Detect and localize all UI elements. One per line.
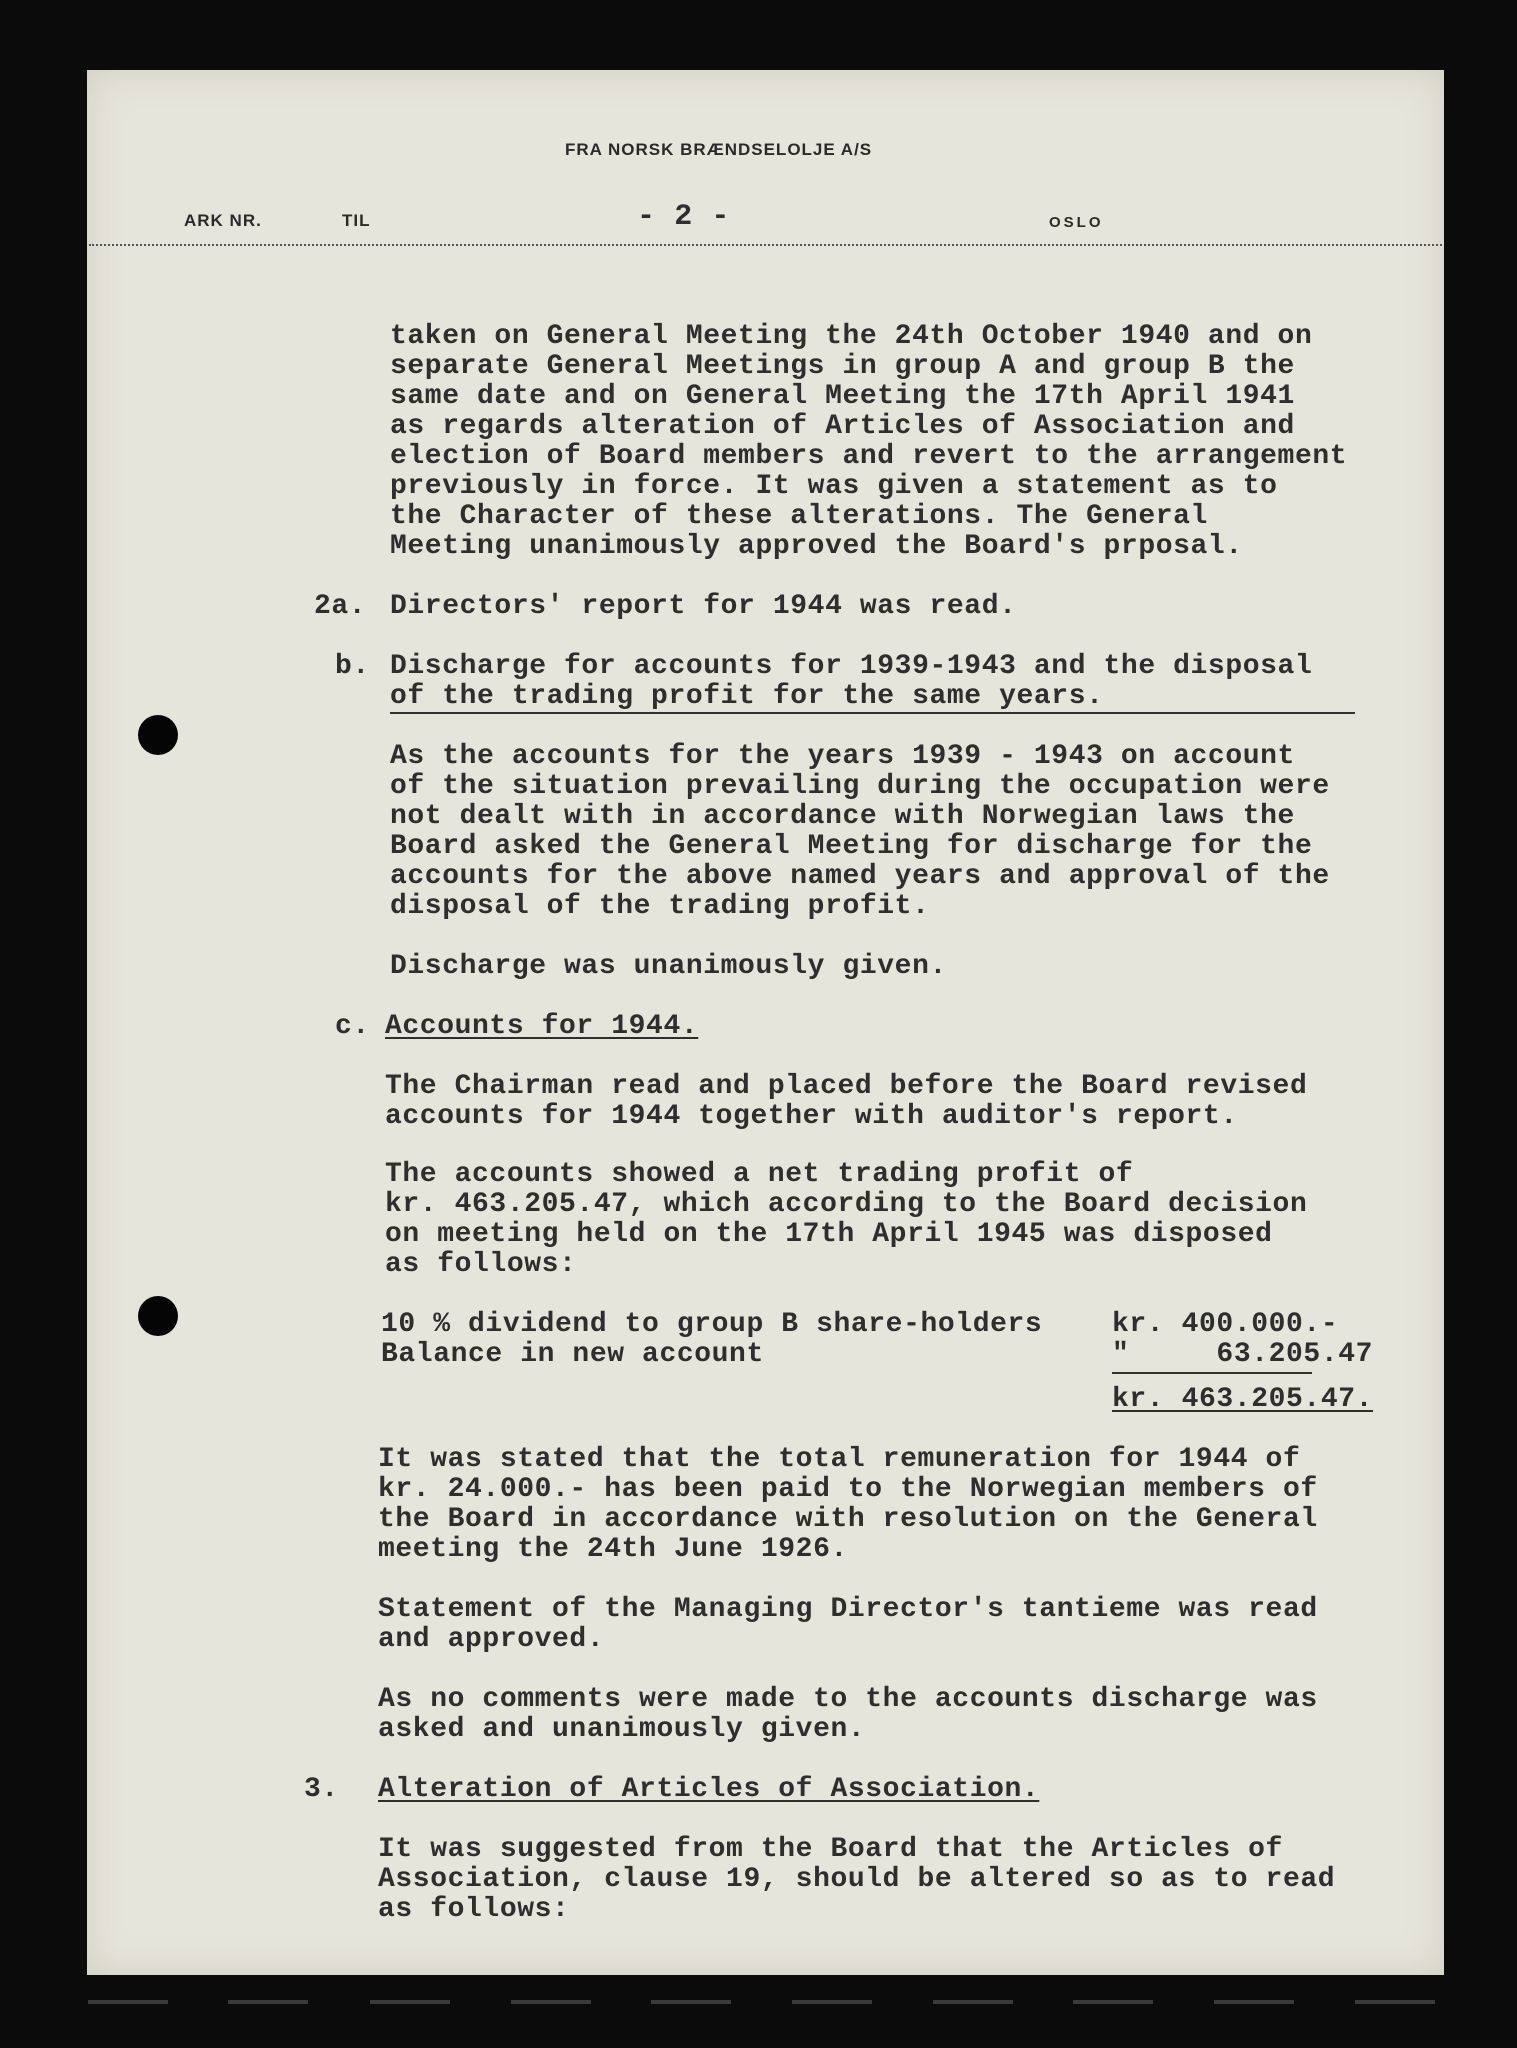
company-name: FRA NORSK BRÆNDSELOLJE A/S (565, 140, 873, 159)
disposal-row2-amount: " 63.205.47 (1112, 1339, 1374, 1370)
text-line: accounts for 1944 together with auditor's report. (385, 1101, 1238, 1132)
text-line: Statement of the Managing Director's tantieme was read (378, 1594, 1318, 1625)
text-line: kr. 463.205.47, which according to the Board decision (385, 1189, 1308, 1220)
text-line: of the situation prevailing during the occupation were (390, 771, 1330, 802)
text-line: previously in force. It was given a statement as to (390, 471, 1278, 502)
item-letter-c: c. (335, 1011, 370, 1042)
text-line: as follows: (378, 1894, 570, 1925)
text-line: on meeting held on the 17th April 1945 was disposed (385, 1219, 1273, 1250)
punch-hole-lower (138, 1296, 178, 1336)
text-line: as regards alteration of Articles of Association and (390, 411, 1295, 442)
item-b-conclusion: Discharge was unanimously given. (390, 951, 947, 982)
text-line: It was stated that the total remuneration for 1944 of (378, 1444, 1301, 1475)
item-3-heading: Alteration of Articles of Association. (378, 1774, 1040, 1805)
document-page (87, 70, 1444, 1975)
text-line: kr. 24.000.- has been paid to the Norwegian members of (378, 1474, 1318, 1505)
text-line: As no comments were made to the accounts discharge was (378, 1684, 1318, 1715)
text-line: The accounts showed a net trading profit of (385, 1159, 1134, 1190)
sum-rule (1112, 1372, 1312, 1374)
item-number-2a: 2a. (314, 591, 367, 622)
scan-edge-mark (228, 2000, 308, 2004)
punch-hole-upper (138, 715, 178, 755)
ark-nr-label: ARK NR. (184, 211, 262, 230)
scan-edge-mark (792, 2000, 872, 2004)
text-line: Association, clause 19, should be altered so as to read (378, 1864, 1336, 1895)
text-line: separate General Meetings in group A and group B the (390, 351, 1295, 382)
letterhead-divider (89, 244, 1442, 246)
text-line: same date and on General Meeting the 17th April 1941 (390, 381, 1295, 412)
scan-edge-mark (651, 2000, 731, 2004)
item-letter-b: b. (335, 651, 370, 682)
disposal-total: kr. 463.205.47. (1112, 1384, 1374, 1415)
text-line: as follows: (385, 1249, 577, 1280)
til-label: TIL (342, 211, 371, 230)
disposal-row1-label: 10 % dividend to group B share-holders (381, 1309, 1043, 1340)
text-line: taken on General Meeting the 24th October 1940 and on (390, 321, 1313, 352)
item-2a-text: Directors' report for 1944 was read. (390, 591, 1017, 622)
item-c-heading: Accounts for 1944. (385, 1011, 699, 1042)
text-line: Meeting unanimously approved the Board's prposal. (390, 531, 1243, 562)
text-line: and approved. (378, 1624, 605, 1655)
text-line: election of Board members and revert to the arrangement (390, 441, 1348, 472)
text-line: As the accounts for the years 1939 - 1943 on account (390, 741, 1295, 772)
scan-edge-mark (1355, 2000, 1435, 2004)
text-line: asked and unanimously given. (378, 1714, 866, 1745)
item-b-heading-line1: Discharge for accounts for 1939-1943 and the disposal (390, 651, 1313, 682)
disposal-row2-label: Balance in new account (381, 1339, 764, 1370)
text-line: meeting the 24th June 1926. (378, 1534, 848, 1565)
scan-edge-mark (1214, 2000, 1294, 2004)
disposal-row1-amount: kr. 400.000.- (1112, 1309, 1339, 1340)
text-line: accounts for the above named years and approval of the (390, 861, 1330, 892)
heading-underline (390, 712, 1355, 714)
text-line: Board asked the General Meeting for discharge for the (390, 831, 1313, 862)
text-line: the Character of these alterations. The General (390, 501, 1208, 532)
city-label: OSLO (1049, 214, 1104, 231)
text-line: the Board in accordance with resolution on the General (378, 1504, 1318, 1535)
scan-edge-mark (370, 2000, 450, 2004)
page-number: - 2 - (637, 200, 731, 234)
item-b-heading-line2: of the trading profit for the same years. (390, 681, 1104, 712)
text-line: disposal of the trading profit. (390, 891, 930, 922)
text-line: not dealt with in accordance with Norwegian laws the (390, 801, 1295, 832)
scan-edge-mark (1073, 2000, 1153, 2004)
scan-edge-mark (933, 2000, 1013, 2004)
text-line: The Chairman read and placed before the Board revised (385, 1071, 1308, 1102)
scan-edge-mark (88, 2000, 168, 2004)
item-number-3: 3. (304, 1774, 339, 1805)
scan-edge-mark (511, 2000, 591, 2004)
text-line: It was suggested from the Board that the Articles of (378, 1834, 1283, 1865)
